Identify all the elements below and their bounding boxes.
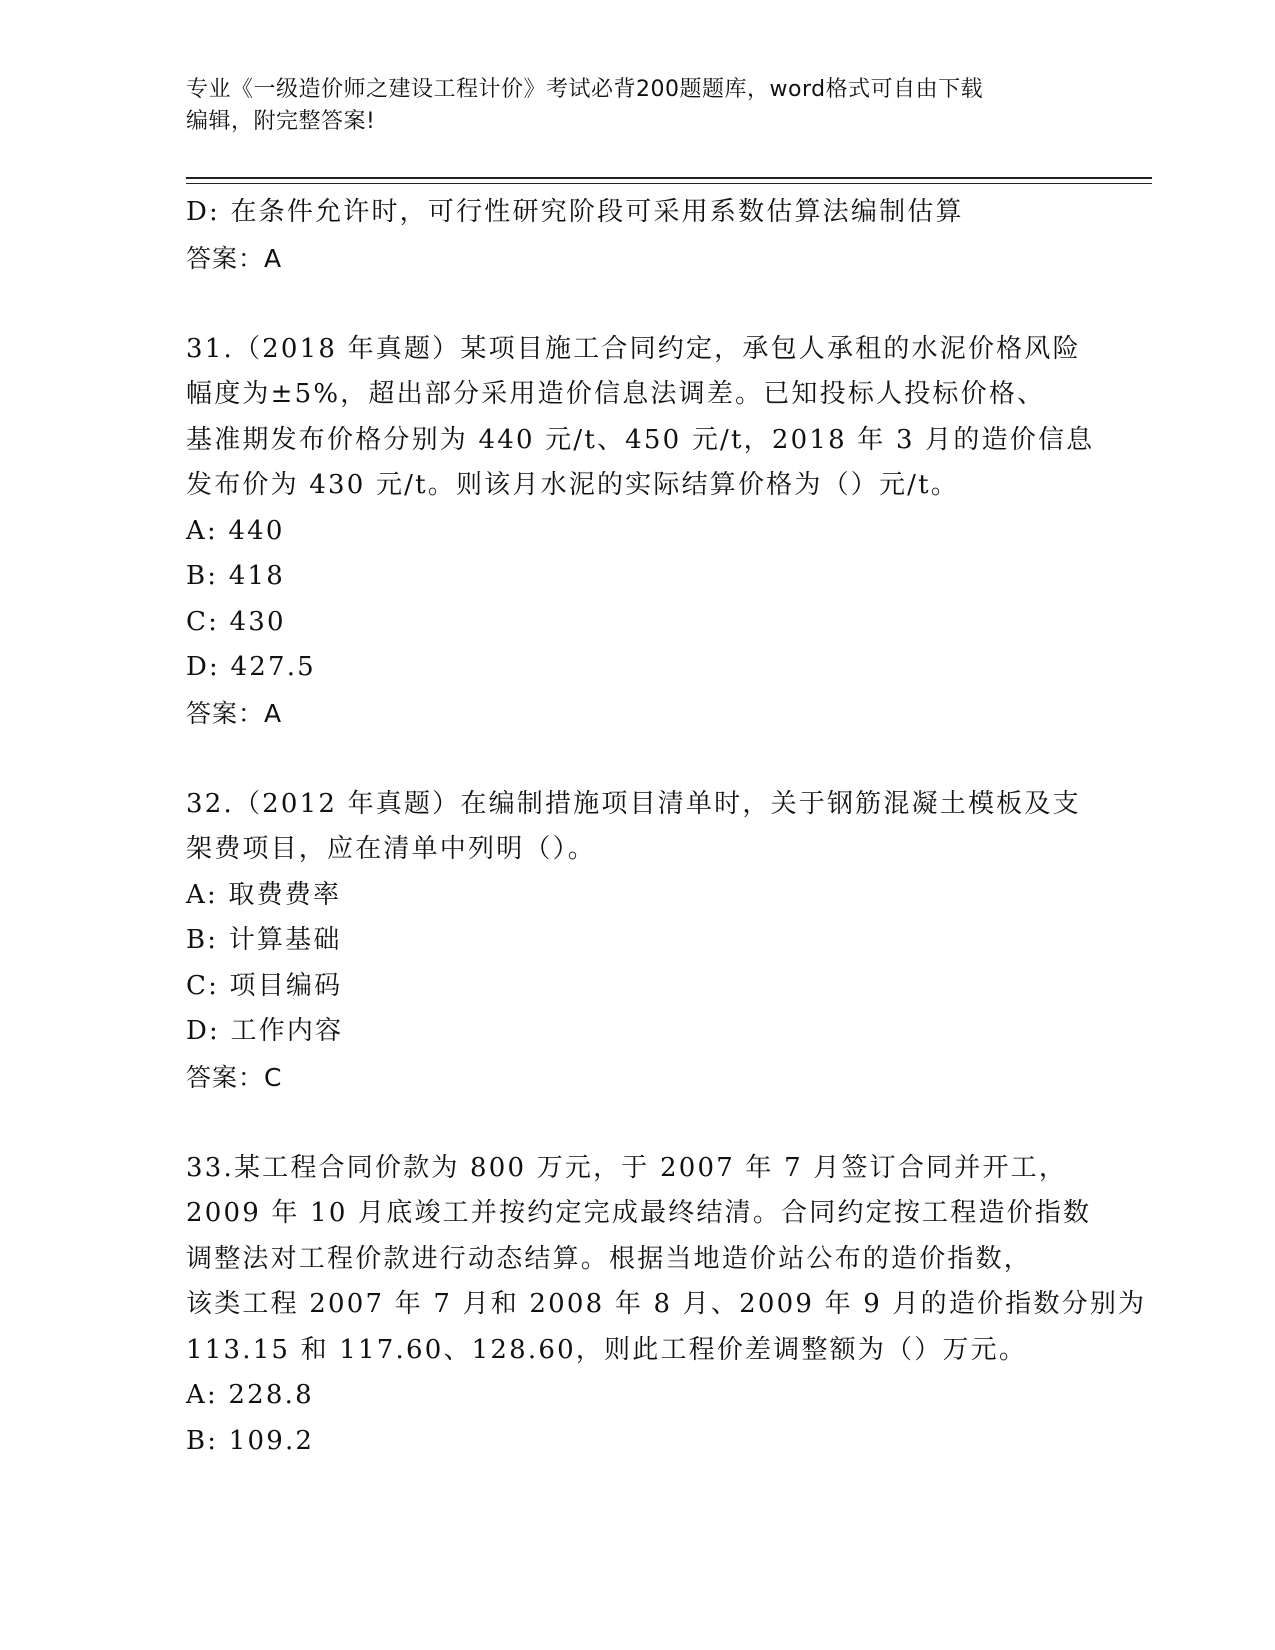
question-32 — [186, 782, 1086, 1101]
question-30-tail — [186, 190, 1086, 281]
option-b: B: 109.2 — [186, 1425, 315, 1456]
question-stem-line: 33.某工程合同价款为 800 万元，于 2007 年 7 月签订合同并开工， — [186, 1152, 1068, 1183]
question-33 — [186, 1146, 1147, 1465]
header-divider-thick — [186, 177, 1152, 179]
question-stem-line: 基准期发布价格分别为 440 元/t、450 元/t，2018 年 3 月的造价信息 — [186, 424, 1095, 455]
answer: 答案：C — [186, 1062, 283, 1092]
question-stem-line: 架费项目，应在清单中列明（）。 — [186, 834, 597, 864]
question-stem-line: 发布价为 430 元/t。则该月水泥的实际结算价格为（）元/t。 — [186, 470, 959, 500]
spacer — [186, 1100, 1086, 1146]
answer: 答案：A — [186, 243, 283, 273]
spacer — [186, 736, 1086, 782]
page-header — [186, 74, 1066, 138]
answer: 答案：A — [186, 698, 283, 728]
document-body — [186, 190, 1147, 1464]
option-b: B: 计算基础 — [186, 925, 342, 955]
option-a: A: 取费费率 — [186, 879, 342, 910]
question-stem-line: 2009 年 10 月底竣工并按约定完成最终结清。合同约定按工程造价指数 — [186, 1198, 1092, 1228]
option-d: D: 在条件允许时，可行性研究阶段可采用系数估算法编制估算 — [186, 197, 964, 227]
header-line-1: 专业《一级造价师之建设工程计价》考试必背200题题库，word格式可自由下载 — [186, 77, 984, 102]
question-stem-line: 113.15 和 117.60、128.60，则此工程价差调整额为（）万元。 — [186, 1334, 1028, 1365]
option-d: D: 工作内容 — [186, 1016, 344, 1046]
option-c: C: 430 — [186, 606, 286, 637]
option-c: C: 项目编码 — [186, 970, 343, 1001]
option-a: A: 228.8 — [186, 1380, 314, 1410]
question-stem-line: 该类工程 2007 年 7 月和 2008 年 8 月、2009 年 9 月的造价指数分别为 — [186, 1289, 1147, 1319]
question-31 — [186, 327, 1095, 737]
question-stem-line: 调整法对工程价款进行动态结算。根据当地造价站公布的造价指数， — [186, 1243, 1033, 1274]
question-stem-line: 幅度为±5%，超出部分采用造价信息法调差。已知投标人投标价格、 — [186, 379, 1046, 409]
option-b: B: 418 — [186, 561, 285, 591]
header-line-2: 编辑，附完整答案! — [186, 109, 376, 134]
option-a: A: 440 — [186, 515, 285, 546]
spacer — [186, 281, 1086, 327]
question-stem-line: 31.（2018 年真题）某项目施工合同约定，承包人承租的水泥价格风险 — [186, 333, 1081, 364]
question-stem-line: 32.（2012 年真题）在编制措施项目清单时，关于钢筋混凝土模板及支 — [186, 788, 1081, 819]
header-divider-thin — [186, 183, 1152, 184]
option-d: D: 427.5 — [186, 652, 316, 682]
